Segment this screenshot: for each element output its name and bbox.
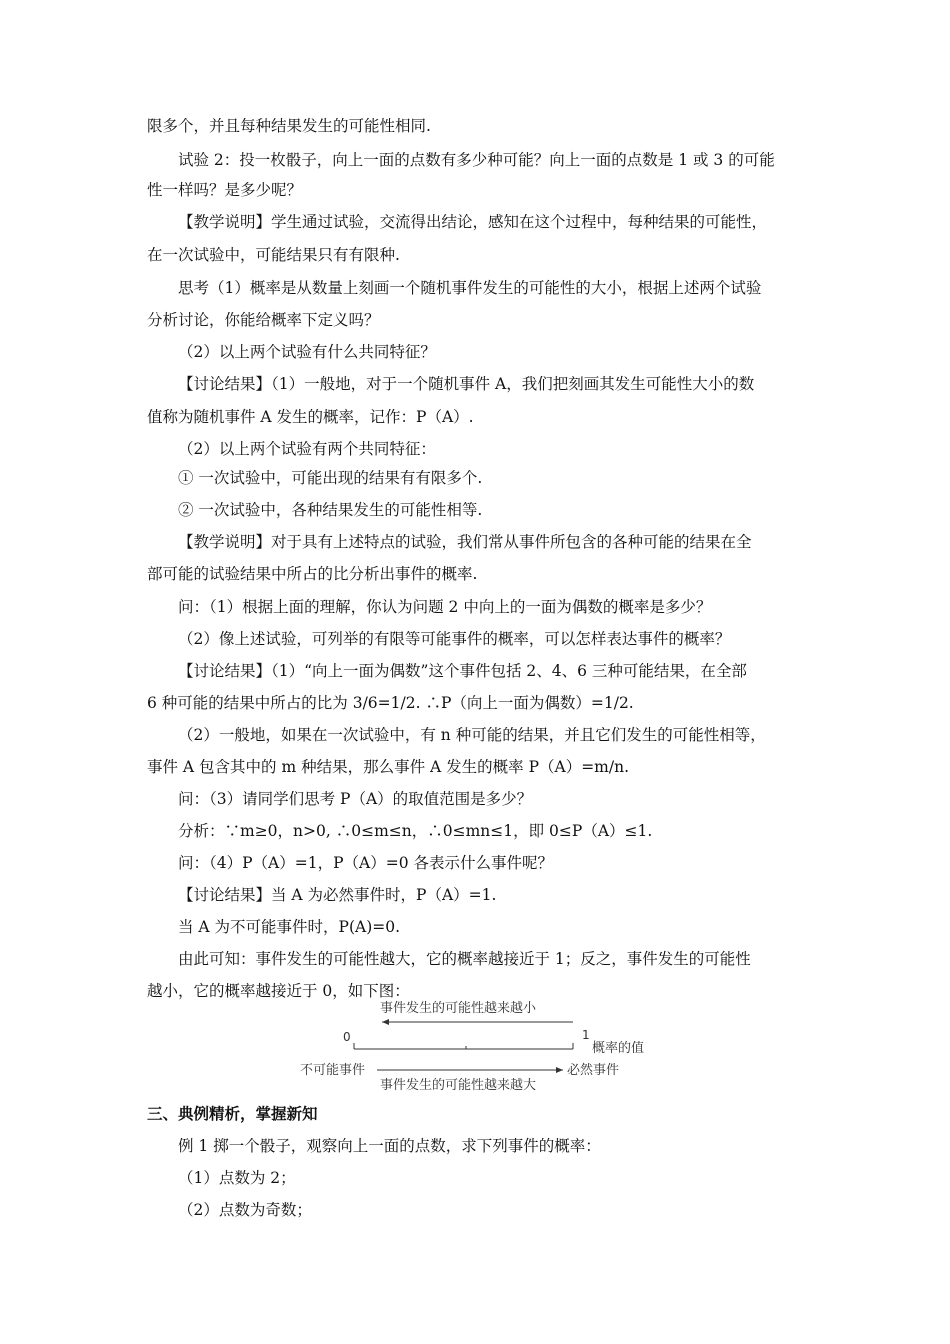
impossible-event-label: 不可能事件	[300, 1063, 366, 1078]
example-line: 例 1 掷一个骰子，观察向上一面的点数，求下列事件的概率：	[178, 1137, 601, 1155]
paragraph-line: 问：（3）请同学们思考 P（A）的取值范围是多少？	[178, 790, 533, 808]
paragraph-line: 问：（1）根据上面的理解，你认为问题 2 中向上的一面为偶数的概率是多少？	[178, 598, 712, 616]
one-label: 1	[582, 1028, 590, 1042]
paragraph-line: 性一样吗？是多少呢？	[147, 181, 303, 199]
paragraph-line: 分析：∵m≥0，n>0, ∴0≤m≤n，∴0≤mn≤1，即 0≤P（A）≤1.	[178, 822, 653, 840]
top-arrow-head	[382, 1019, 389, 1025]
paragraph-line: ② 一次试验中，各种结果发生的可能性相等.	[178, 501, 483, 519]
paragraph-line: 【讨论结果】当 A 为必然事件时，P（A）=1.	[178, 886, 497, 904]
paragraph-line: （2）像上述试验，可列举的有限等可能事件的概率，可以怎样表达事件的概率？	[178, 630, 731, 648]
paragraph-line: 事件 A 包含其中的 m 种结果，那么事件 A 发生的概率 P（A）=m/n.	[147, 758, 630, 776]
section-heading: 三、典例精析，掌握新知	[147, 1104, 318, 1123]
paragraph-line: 限多个，并且每种结果发生的可能性相同.	[147, 117, 431, 135]
paragraph-line: （2）一般地，如果在一次试验中，有 n 种可能的结果，并且它们发生的可能性相等，	[178, 726, 766, 744]
paragraph-line: 【教学说明】学生通过试验，交流得出结论，感知在这个过程中，每种结果的可能性，	[178, 213, 768, 231]
probability-value-label: 概率的值	[592, 1041, 645, 1056]
paragraph-line: 越小，它的概率越接近于 0，如下图：	[147, 982, 410, 1000]
paragraph-line: 【讨论结果】（1）一般地，对于一个随机事件 A，我们把刻画其发生可能性大小的数	[178, 375, 755, 393]
paragraph-line: 部可能的试验结果中所占的比分析出事件的概率.	[147, 565, 478, 583]
paragraph-line: 6 种可能的结果中所占的比为 3/6=1/2. ∴P（向上一面为偶数）=1/2.	[147, 694, 634, 712]
certain-event-label: 必然事件	[567, 1063, 620, 1078]
bottom-arrow-head	[556, 1067, 563, 1073]
zero-label: 0	[343, 1030, 351, 1044]
bottom-arrow-label: 事件发生的可能性越来越大	[380, 1078, 537, 1093]
paragraph-line: ① 一次试验中，可能出现的结果有有限多个.	[178, 469, 483, 487]
paragraph-line: 试验 2：投一枚骰子，向上一面的点数有多少种可能？向上一面的点数是 1 或 3 的可能	[178, 151, 775, 169]
paragraph-line: 值称为随机事件 A 发生的概率，记作：P（A）.	[147, 408, 474, 426]
example-line: （1）点数为 2；	[178, 1169, 296, 1187]
paragraph-line: （2）以上两个试验有什么共同特征？	[178, 343, 436, 361]
paragraph-line: 【教学说明】对于具有上述特点的试验，我们常从事件所包含的各种可能的结果在全	[178, 533, 752, 551]
paragraph-line: 由此可知：事件发生的可能性越大，它的概率越接近于 1；反之，事件发生的可能性	[178, 950, 751, 968]
paragraph-line: 当 A 为不可能事件时，P(A)=0.	[178, 918, 401, 936]
paragraph-line: 问：（4）P（A）=1，P（A）=0 各表示什么事件呢？	[178, 854, 553, 872]
example-line: （2）点数为奇数；	[178, 1201, 312, 1219]
top-arrow-label: 事件发生的可能性越来越小	[380, 1001, 537, 1016]
paragraph-line: 思考（1）概率是从数量上刻画一个随机事件发生的可能性的大小，根据上述两个试验	[178, 279, 762, 297]
paragraph-line: 在一次试验中，可能结果只有有限种.	[147, 246, 400, 264]
paragraph-line: 分析讨论，你能给概率下定义吗？	[147, 311, 380, 329]
paragraph-line: （2）以上两个试验有两个共同特征：	[178, 440, 436, 458]
paragraph-line: 【讨论结果】（1）“向上一面为偶数”这个事件包括 2、4、6 三种可能结果，在全部	[178, 662, 747, 680]
probability-scale-diagram	[290, 1000, 670, 1100]
